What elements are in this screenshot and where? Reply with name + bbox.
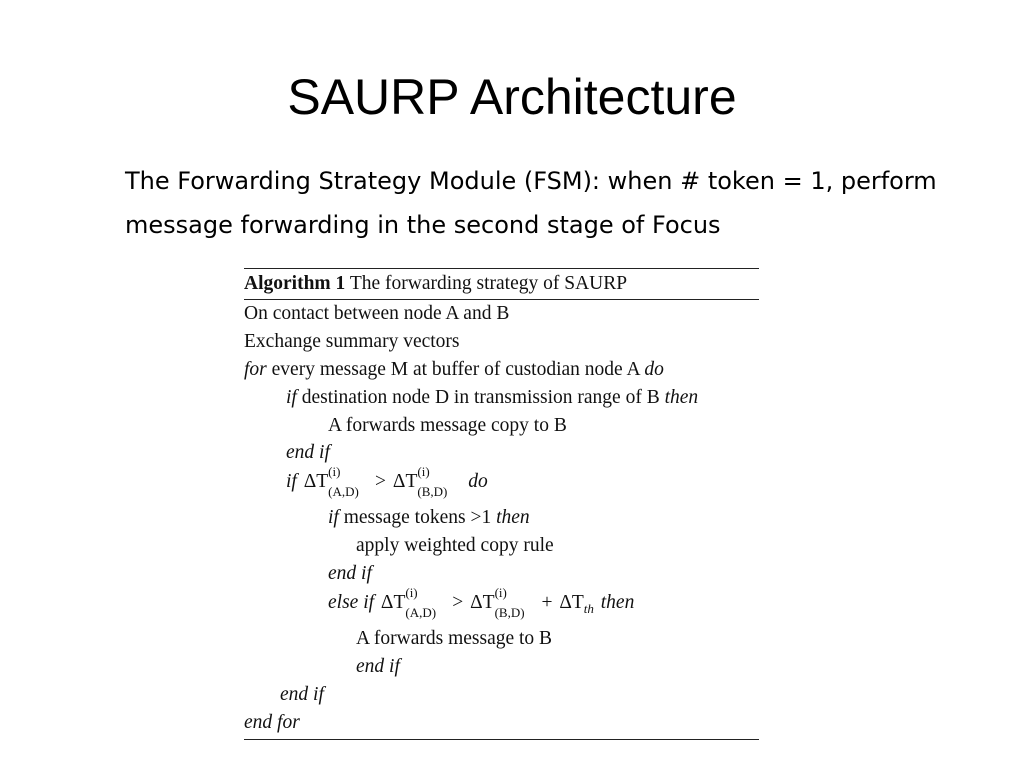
body-line-1: The Forwarding Strategy Module (FSM): when # token = 1, perform (125, 167, 937, 195)
algo-line-1: On contact between node A and B (244, 303, 510, 324)
delta-t-bd: ΔT (i) (B,D) (392, 464, 448, 500)
algorithm-box (244, 268, 759, 740)
algo-line-5: A forwards message copy to B (328, 414, 567, 436)
delta-t-ad: ΔT (i) (A,D) (303, 464, 359, 500)
plus-sign: + (541, 592, 553, 614)
keyword-do: do (644, 358, 664, 380)
keyword-for: for (244, 358, 267, 380)
algorithm-bottom-rule (244, 739, 759, 740)
keyword-then: then (496, 507, 530, 529)
slide-body (125, 159, 1005, 247)
keyword-then: then (664, 386, 699, 408)
algo-line-9: apply weighted copy rule (356, 535, 554, 557)
delta-t-bd: ΔT (i) (B,D) (470, 585, 525, 621)
keyword-if: if (286, 386, 297, 408)
greater-than: > (375, 471, 387, 493)
keyword-do: do (468, 471, 488, 493)
algo-line-11 (244, 585, 759, 625)
keyword-else-if: else if (328, 592, 375, 614)
body-line-2: message forwarding in the second stage of Focus (125, 211, 721, 239)
delta-t-threshold: $\Delta T_{th}$ (559, 592, 594, 616)
algo-line-8-text: message tokens >1 (343, 507, 492, 529)
algo-line-4 (244, 384, 759, 412)
algo-line-10: end if (328, 563, 372, 585)
keyword-then: then (600, 592, 635, 614)
algo-line-3 (244, 356, 759, 384)
algo-line-15: end for (244, 711, 300, 733)
delta-t-ad: ΔT (i) (A,D) (380, 585, 437, 621)
algorithm-caption: The forwarding strategy of SAURP (349, 273, 628, 294)
algo-line-4-text: destination node D in transmission range of B (301, 386, 660, 408)
algo-line-14: end if (280, 683, 324, 705)
algorithm-label: Algorithm 1 (244, 273, 346, 294)
algo-line-12: A forwards message to B (356, 628, 553, 650)
algorithm-header (244, 269, 759, 300)
keyword-if: if (328, 507, 339, 529)
keyword-if: if (286, 471, 297, 493)
algo-line-6: end if (286, 442, 330, 464)
algo-line-2: Exchange summary vectors (244, 330, 460, 352)
slide-title: SAURP Architecture (287, 69, 737, 125)
greater-than: > (452, 592, 464, 614)
algo-line-13: end if (356, 655, 400, 677)
algo-line-3-text: every message M at buffer of custodian node A (271, 358, 640, 380)
algo-line-8 (244, 504, 759, 532)
algo-line-7 (244, 464, 759, 504)
